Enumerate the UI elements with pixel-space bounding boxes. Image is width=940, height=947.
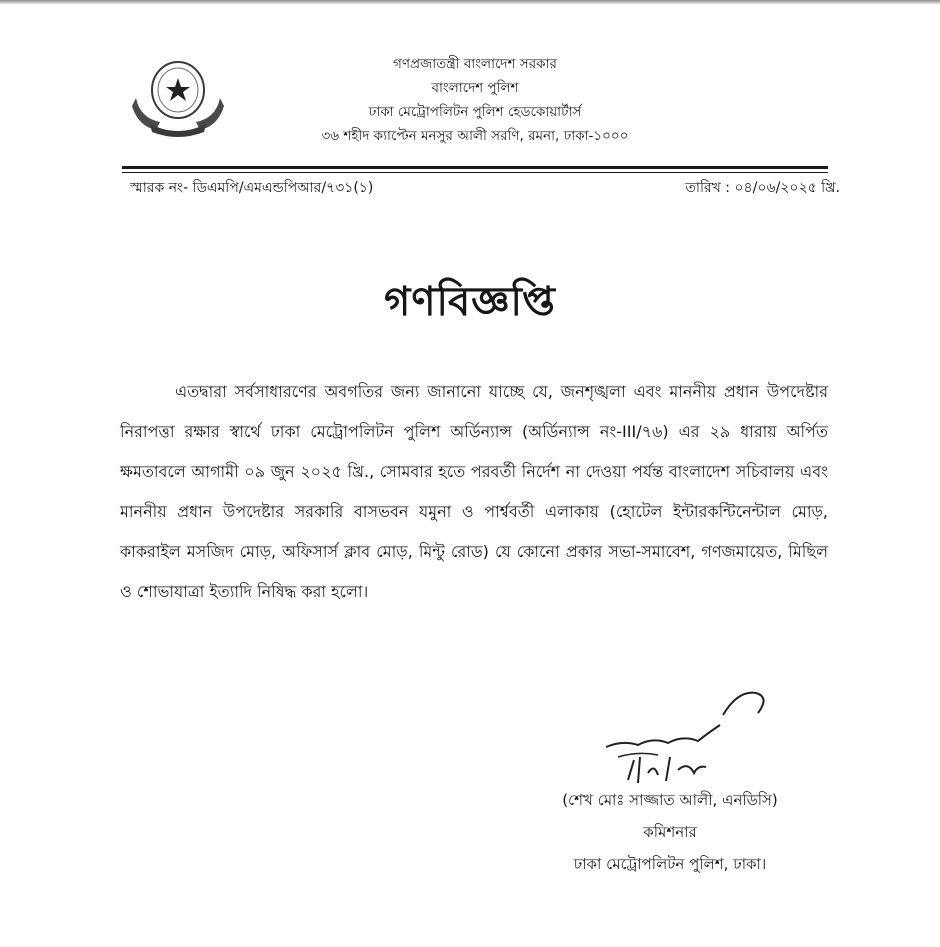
signature-block [470, 784, 870, 880]
header-office: ঢাকা মেট্রোপলিটন পুলিশ হেডকোয়ার্টার্স [368, 104, 582, 120]
memo-number: স্মারক নং- ডিএমপি/এমএন্ডপিআর/৭৩১(১) [130, 180, 374, 196]
signatory-designation: কমিশনার [643, 823, 697, 841]
header-divider-thick [122, 166, 828, 169]
signatory-name: (শেখ মোঃ সাজ্জাত আলী, এনডিসি) [562, 791, 778, 809]
memo-date: তারিখ : ০৪/০৬/২০২৫ খ্রি. [685, 180, 840, 196]
letterhead [240, 52, 710, 148]
header-government: গণপ্রজাতন্ত্রী বাংলাদেশ সরকার [393, 56, 557, 72]
signatory-office: ঢাকা মেট্রোপলিটন পুলিশ, ঢাকা। [573, 855, 767, 873]
top-edge-strip [0, 0, 940, 5]
header-department: বাংলাদেশ পুলিশ [431, 80, 519, 96]
police-emblem-logo [128, 50, 228, 140]
notice-body: এতদ্বারা সর্বসাধারণের অবগতির জন্য জানানো যাচ্ছে যে, জনশৃঙ্খলা এবং মাননীয় প্রধান উপদেষ্টার নিরাপত্তা রক্ষার স্বার্থে ঢাকা মেট্রোপলিটন পুলিশ অর্ডিন্যান্স (অর্ডিন্যান্স নং-III/৭৬) এর ২৯ ধারায় অর্পিত ক্ষমতাবলে আগামী ০৯ জুন ২০২৫ খ্রি., সোমবার হতে পরবর্তী নির্দেশ না দেওয়া পর্যন্ত বাংলাদেশ সচিবালয় এবং মাননীয় প্রধান উপদেষ্টার সরকারি বাসভবন যমুনা ও পার্শ্ববর্তী এলাকায় (হোটেল ইন্টারকন্টিনেন্টাল মোড়, কাকরাইল মসজিদ মোড়, অফিসার্স ক্লাব মোড়, মিন্টু রোড) যে কোনো প্রকার সভা-সমাবেশ, গণজমায়েত, মিছিল ও শোভাযাত্রা ইত্যাদি নিষিদ্ধ করা হলো। [120, 382, 828, 601]
document-title: গণবিজ্ঞপ্তি [384, 279, 556, 325]
handwritten-signature [598, 685, 798, 795]
header-address: ৩৬ শহীদ ক্যাপ্টেন মনসুর আলী সরণি, রমনা, ঢাকা-১০০০ [321, 128, 629, 144]
header-divider-thin [122, 172, 828, 173]
